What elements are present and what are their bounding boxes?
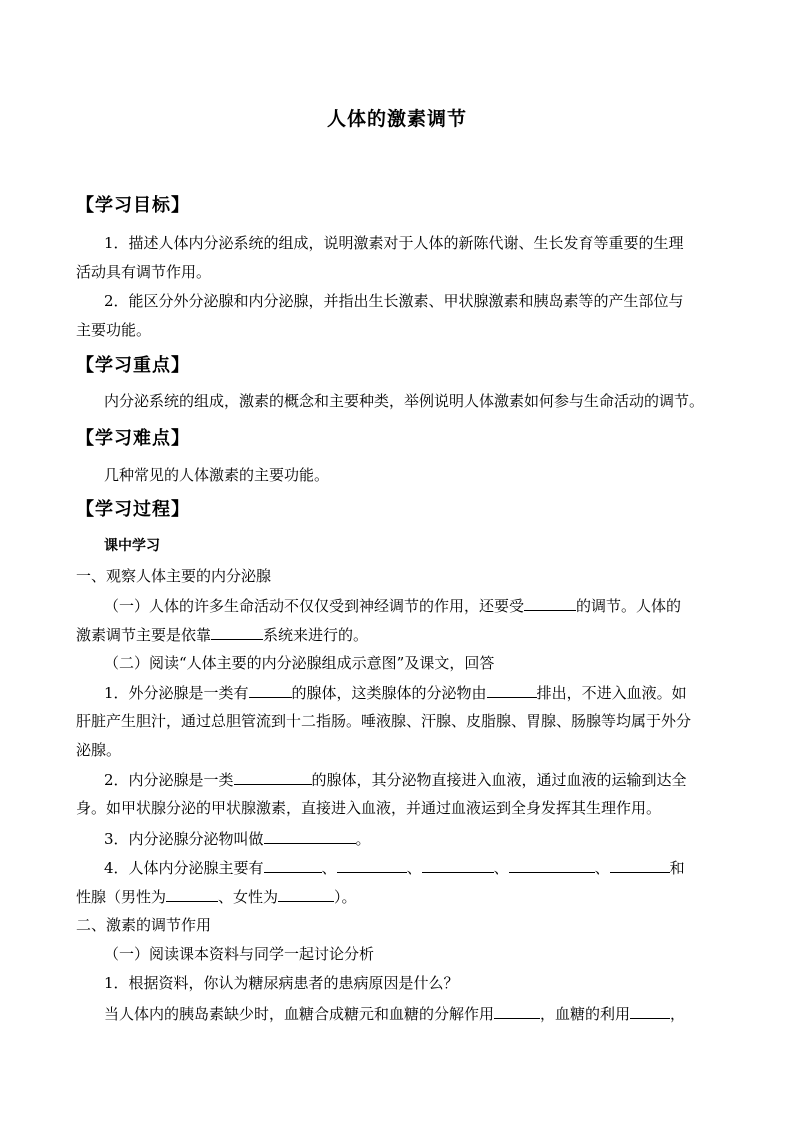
text: 2．内分泌腺是一类: [104, 771, 234, 789]
text: 、: [493, 859, 509, 877]
question-2-line-2: 身。如甲状腺分泌的甲状腺激素，直接进入血液，并通过血液运到全身发挥其生理作用。: [76, 799, 662, 817]
question-2-line-1: [104, 769, 687, 790]
objective-1-line-2: 活动具有调节作用。: [76, 263, 212, 281]
text: 、: [406, 859, 422, 877]
paragraph-1-line-2: [76, 624, 368, 645]
text: 性腺（男性为: [76, 888, 167, 906]
section-2-title: 二、激素的调节作用: [76, 916, 212, 934]
paragraph-3: （一）阅读课本资料与同学一起讨论分析: [104, 945, 375, 963]
heading-key-points: 【学习重点】: [76, 355, 190, 376]
fill-blank[interactable]: [630, 1003, 670, 1019]
text: （一）人体的许多生命活动不仅仅受到神经调节的作用，还要受: [104, 597, 525, 615]
question-1-line-1: [104, 682, 687, 703]
text: ，血糖的利用: [540, 1005, 631, 1023]
question-1-line-2: 肝脏产生胆汁，通过总胆管流到十二指肠。唾液腺、汗腺、皮脂腺、胃腺、肠腺等均属于外分: [76, 712, 692, 730]
text: 。: [355, 830, 371, 848]
question-5-answer-line: [104, 1003, 685, 1024]
fill-blank[interactable]: [234, 769, 312, 785]
paragraph-1-line-1: [104, 595, 681, 616]
text: 的腺体，其分泌物直接进入血液，通过血液的运输到达全: [311, 771, 687, 789]
text: 的调节。人体的: [576, 597, 682, 615]
text: ，: [670, 1005, 686, 1023]
text: 系统来进行的。: [263, 626, 369, 644]
text: 、女性为: [218, 888, 279, 906]
fill-blank[interactable]: [487, 682, 537, 698]
fill-blank[interactable]: [509, 857, 595, 873]
fill-blank[interactable]: [494, 1003, 540, 1019]
fill-blank[interactable]: [524, 595, 576, 611]
heading-difficulties: 【学习难点】: [76, 428, 190, 449]
text: 和: [669, 859, 685, 877]
document-title: 人体的激素调节: [326, 108, 467, 130]
text: 3．内分泌腺分泌物叫做: [104, 830, 264, 848]
fill-blank[interactable]: [166, 886, 218, 902]
text: ）。: [334, 888, 357, 906]
text: 、: [321, 859, 337, 877]
section-1-title: 一、观察人体主要的内分泌腺: [76, 567, 272, 585]
text: 4．人体内分泌腺主要有: [104, 859, 264, 877]
objective-2-line-2: 主要功能。: [76, 321, 152, 339]
fill-blank[interactable]: [337, 857, 407, 873]
in-class-label: 课中学习: [104, 538, 160, 554]
question-4-line-2: [76, 886, 357, 907]
fill-blank[interactable]: [422, 857, 494, 873]
question-3: [104, 828, 371, 849]
text: 排出，不进入血液。如: [536, 684, 687, 702]
text: 、: [594, 859, 610, 877]
heading-process: 【学习过程】: [76, 499, 190, 520]
text: 1．外分泌腺是一类有: [104, 684, 249, 702]
paragraph-2: （二）阅读“人体主要的内分泌腺组成示意图”及课文，回答: [104, 654, 495, 672]
fill-blank[interactable]: [211, 624, 263, 640]
question-5: 1．根据资料，你认为糖尿病患者的患病原因是什么？: [104, 974, 459, 992]
text: 当人体内的胰岛素缺少时，血糖合成糖元和血糖的分解作用: [104, 1005, 495, 1023]
fill-blank[interactable]: [264, 828, 356, 844]
fill-blank[interactable]: [610, 857, 670, 873]
objective-2-line-1: 2．能区分外分泌腺和内分泌腺，并指出生长激素、甲状腺激素和胰岛素等的产生部位与: [104, 292, 684, 310]
key-points-text: 内分泌系统的组成，激素的概念和主要种类，举例说明人体激素如何参与生命活动的调节。: [104, 392, 705, 410]
difficulties-text: 几种常见的人体激素的主要功能。: [104, 466, 330, 484]
question-1-line-3: 泌腺。: [76, 741, 122, 759]
fill-blank[interactable]: [249, 682, 292, 698]
fill-blank[interactable]: [278, 886, 334, 902]
text: 激素调节主要是依靠: [76, 626, 212, 644]
heading-objectives: 【学习目标】: [76, 195, 190, 216]
fill-blank[interactable]: [264, 857, 322, 873]
text: 的腺体，这类腺体的分泌物由: [291, 684, 487, 702]
objective-1-line-1: 1．描述人体内分泌系统的组成，说明激素对于人体的新陈代谢、生长发育等重要的生理: [104, 234, 684, 252]
question-4-line-1: [104, 857, 685, 878]
